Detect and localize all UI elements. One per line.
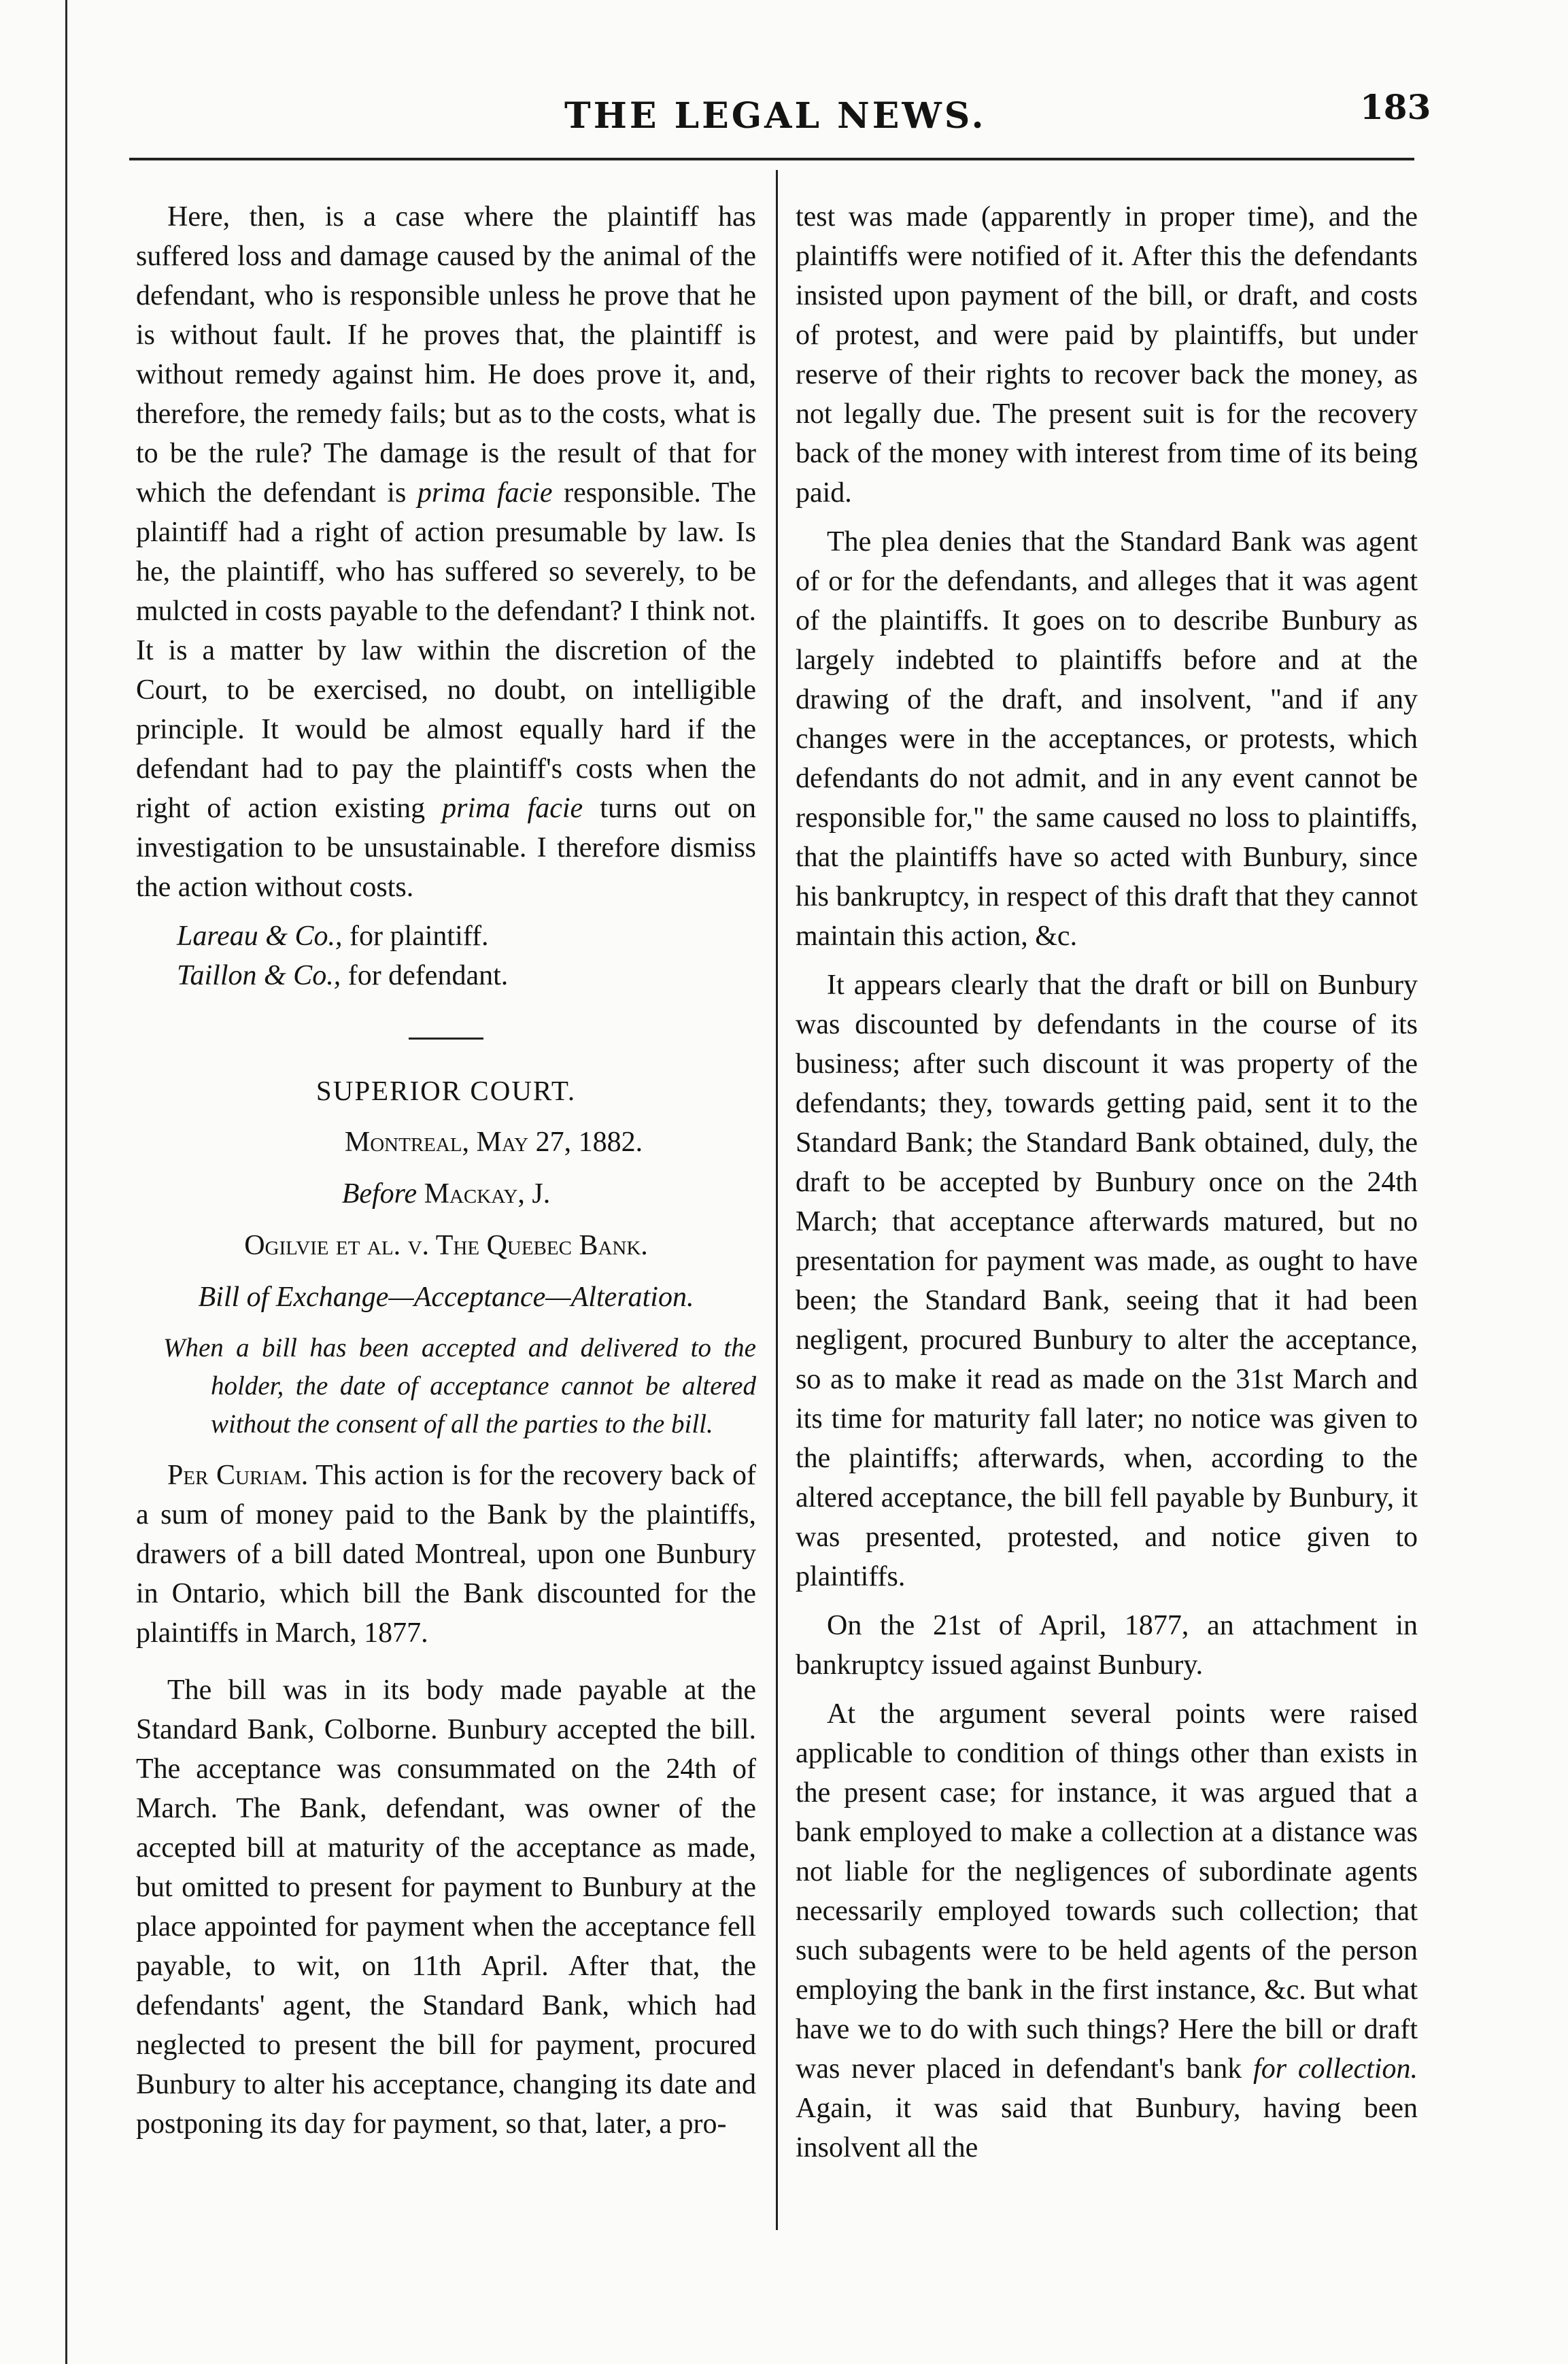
judgment-paragraph: Here, then, is a case where the plaintiff has suffered loss and damage caused by the animal of the defendant, who is responsible unless he prove that he is without fault. If he proves that, the plaintiff is without remedy against him. He does prove it, and, therefore, the remedy fails; but as to the costs, what is to be the rule? The damage is the result of that for which the defendant is prima facie responsible. The plaintiff had a right of action presumable by law. Is he, the plaintiff, who has suffered so severely, to be mulcted in costs payable to the defendant? I think not. It is a matter by law within the discretion of the Court, to be exercised, no doubt, on intelligible principle. It would be almost equally hard if the defendant had to pay the plaintiff's costs when the right of action existing prima facie turns out on investigation to be unsustainable. I therefore dismiss the action without costs. <box>136 201 757 903</box>
left-column <box>136 197 756 2153</box>
plea-paragraph: The plea denies that the Standard Bank was agent of or for the defendants, and alleges that it was agent of the plaintiffs. It goes on to describe Bunbury as largely indebted to plaintiffs before and at the drawing of the draft, and insolvent, "and if any changes were in the acceptances, or protests, which defendants do not admit, and in any event cannot be responsible for," the same caused no loss to plaintiffs, that the plaintiffs have so acted with Bunbury, since his bankruptcy, in respect of this draft that they cannot maintain this action, &c. <box>796 526 1418 952</box>
attachment-paragraph: On the 21st of April, 1877, an attachment in bankruptcy issued against Bunbury. <box>796 1610 1418 1681</box>
judge-line: Before Mackay, J. <box>341 1178 551 1210</box>
facts-paragraph: The bill was in its body made payable at the Standard Bank, Colborne. Bunbury accepted the bill. The acceptance was consummated on the 24th of March. The Bank, defendant, was owner of the accepted bill at maturity of the acceptance as made, but omitted to present for payment to Bunbury at the place appointed for payment when the acceptance fell payable, to wit, on 11th April. After that, the defendants' agent, the Standard Bank, which had neglected to present the bill for payment, procured Bunbury to alter his acceptance, changing its date and postponing its day for payment, so that, later, a pro- <box>136 1675 756 2140</box>
running-head: THE LEGAL NEWS. <box>564 95 987 137</box>
page-edge-rule <box>65 0 67 2364</box>
court-heading: SUPERIOR COURT. <box>316 1075 577 1106</box>
argument-paragraph: At the argument several points were raised applicable to condition of things other than exists in the present case; for instance, it was argued that a bank employed to make a collection at a distance was not liable for the negligences of subordinate agents necessarily employed towards such collection; that such subagents were to be held agents of the person employing the bank in the first instance, &c. But what have we to do with such things? Here the bill or draft was never placed in defendant's bank for collection. Again, it was said that Bunbury, having been insolvent all the <box>796 1698 1418 2163</box>
continued-paragraph: test was made (apparently in proper time), and the plaintiffs were notified of it. After this the defendants insisted upon payment of the bill, or draft, and costs of protest, and were paid by plaintiffs, but under reserve of their rights to recover back the money, as not legally due. The present suit is for the recovery back of the money with interest from time of its being paid. <box>796 201 1418 509</box>
case-title: Ogilvie et al. v. The Quebec Bank. <box>244 1230 648 1261</box>
headnote: When a bill has been accepted and delivered to the holder, the date of acceptance cannot be altered without the consent of all the parties to the bill. <box>163 1333 756 1439</box>
per-curiam-paragraph: Per Curiam. This action is for the recovery back of a sum of money paid to the Bank by the plaintiffs, drawers of a bill dated Montreal, upon one Bunbury in Ontario, which bill the Bank discounted for the plaintiffs in March, 1877. <box>136 1460 756 1649</box>
page-number: 183 <box>1360 87 1431 127</box>
column-divider <box>776 170 778 2230</box>
attorney-defendant: Taillon & Co., for defendant. <box>177 960 509 991</box>
section-separator <box>409 1038 483 1040</box>
header-rule <box>129 158 1414 160</box>
attorney-plaintiff: Lareau & Co., for plaintiff. <box>177 921 489 952</box>
place-date: Montreal, May 27, 1882. <box>344 1127 643 1158</box>
case-subject: Bill of Exchange—Acceptance—Alteration. <box>198 1282 694 1313</box>
findings-paragraph: It appears clearly that the draft or bill on Bunbury was discounted by defendants in the course of its business; after such discount it was property of the defendants; they, towards getting paid, sent it to the Standard Bank; the Standard Bank obtained, duly, the draft to be accepted by Bunbury once on the 24th March; that acceptance afterwards matured, but no presentation for payment was made, as ought to have been; the Standard Bank, seeing that it had been negligent, procured Bunbury to alter the acceptance, so as to make it read as made on the 31st March and its time for maturity fall later; no notice was given to the plaintiffs; afterwards, when, according to the altered acceptance, the bill fell payable by Bunbury, it was presented, protested, and notice given to plaintiffs. <box>796 970 1418 1592</box>
right-column <box>796 197 1418 2177</box>
